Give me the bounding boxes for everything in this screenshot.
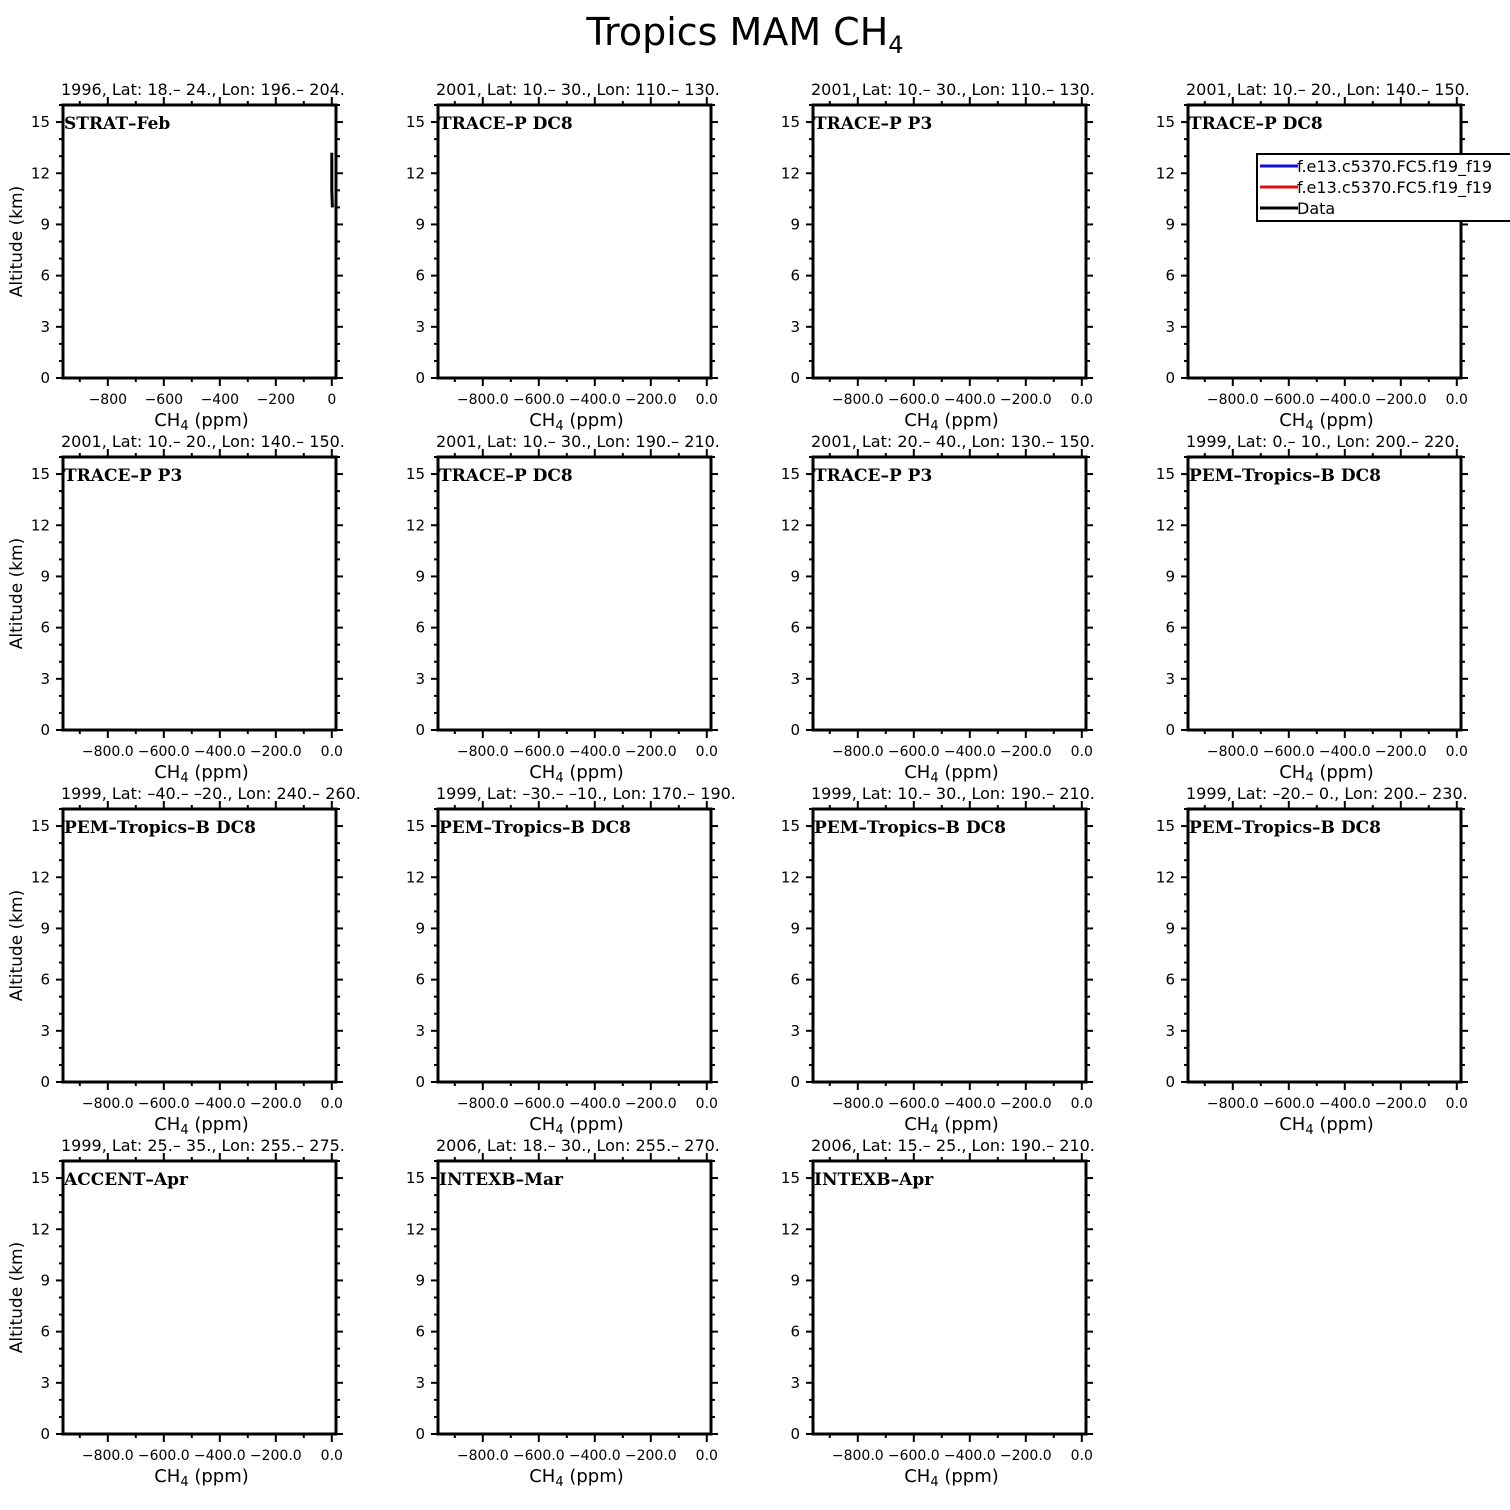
y-tick-label: 3	[1165, 317, 1175, 336]
campaign-label: TRACE–P P3	[814, 466, 933, 486]
panel-title: 2001, Lat: 10.– 20., Lon: 140.– 150.	[1186, 80, 1470, 99]
x-tick-label: 0.0	[1445, 1096, 1468, 1112]
x-tick-label: −800.0	[456, 744, 509, 760]
x-tick-label: 0.0	[695, 1096, 718, 1112]
panel-title: 1999, Lat: 10.– 30., Lon: 190.– 210.	[811, 784, 1095, 803]
y-tick-label: 15	[30, 113, 50, 132]
y-tick-label: 15	[405, 817, 425, 836]
x-tick-label: −800.0	[81, 744, 134, 760]
x-axis-label: $CH_4$ (ppm)	[154, 762, 249, 786]
y-tick-label: 12	[30, 164, 50, 183]
x-tick-label: −800.0	[831, 1096, 884, 1112]
y-tick-label: 6	[1165, 970, 1175, 989]
y-tick-label: 15	[405, 465, 425, 484]
campaign-label: PEM–Tropics–B DC8	[439, 818, 631, 838]
x-tick-label: −600.0	[137, 1448, 190, 1464]
x-tick-label: −600.0	[887, 392, 940, 408]
y-tick-label: 3	[790, 1021, 800, 1040]
y-tick-label: 3	[1165, 1021, 1175, 1040]
y-tick-label: 0	[1165, 369, 1175, 387]
x-tick-label: −400.0	[193, 1096, 246, 1112]
y-axis-label: Altitude (km)	[7, 1241, 27, 1354]
y-tick-label: 3	[415, 1373, 425, 1392]
x-tick-label: 0.0	[1070, 392, 1093, 408]
y-tick-label: 12	[30, 868, 50, 887]
y-tick-label: 3	[415, 317, 425, 336]
legend-label: Data	[1297, 199, 1336, 218]
y-tick-label: 9	[415, 567, 425, 586]
x-axis-label: $CH_4$ (ppm)	[529, 410, 624, 434]
y-tick-label: 15	[780, 113, 800, 132]
y-tick-label: 6	[40, 970, 50, 989]
x-tick-label: −600.0	[512, 392, 565, 408]
y-tick-label: 0	[790, 721, 800, 739]
y-tick-label: 3	[40, 669, 50, 688]
y-tick-label: 6	[415, 266, 425, 285]
x-tick-label: −600.0	[512, 744, 565, 760]
x-axis-label: $CH_4$ (ppm)	[154, 410, 249, 434]
y-tick-label: 12	[405, 164, 425, 183]
x-axis-label: $CH_4$ (ppm)	[904, 762, 999, 786]
y-tick-label: 9	[1165, 215, 1175, 234]
x-tick-label: 0.0	[695, 744, 718, 760]
campaign-label: TRACE–P P3	[814, 114, 933, 134]
panel-title: 2001, Lat: 10.– 30., Lon: 190.– 210.	[436, 432, 720, 451]
x-tick-label: −200.0	[999, 744, 1052, 760]
y-tick-label: 12	[1155, 516, 1175, 535]
y-tick-label: 3	[790, 1373, 800, 1392]
y-tick-label: 3	[790, 317, 800, 336]
panel-title: 2001, Lat: 10.– 30., Lon: 110.– 130.	[811, 80, 1095, 99]
x-tick-label: −400	[200, 392, 240, 408]
x-tick-label: −800.0	[81, 1096, 134, 1112]
y-tick-label: 6	[790, 266, 800, 285]
x-tick-label: −400.0	[943, 392, 996, 408]
x-tick-label: −600.0	[137, 1096, 190, 1112]
y-tick-label: 6	[1165, 266, 1175, 285]
x-tick-label: −800.0	[831, 744, 884, 760]
panel-title: 1999, Lat: –20.– 0., Lon: 200.– 230.	[1186, 784, 1468, 803]
panel-title: 1999, Lat: –40.– –20., Lon: 240.– 260.	[61, 784, 361, 803]
x-tick-label: −600.0	[512, 1096, 565, 1112]
y-tick-label: 6	[40, 618, 50, 637]
y-tick-label: 6	[415, 970, 425, 989]
y-tick-label: 0	[1165, 721, 1175, 739]
x-tick-label: −800.0	[456, 1448, 509, 1464]
legend-label: f.e13.c5370.FC5.f19_f19	[1297, 178, 1493, 197]
campaign-label: ACCENT–Apr	[64, 1170, 188, 1190]
y-tick-label: 0	[415, 369, 425, 387]
x-tick-label: −400.0	[568, 392, 621, 408]
y-tick-label: 0	[415, 1425, 425, 1443]
y-tick-label: 15	[780, 465, 800, 484]
y-tick-label: 15	[30, 465, 50, 484]
x-tick-label: 0.0	[320, 1448, 343, 1464]
x-tick-label: −400.0	[1318, 392, 1371, 408]
y-tick-label: 9	[790, 1271, 800, 1290]
y-tick-label: 0	[40, 369, 50, 387]
y-tick-label: 6	[415, 618, 425, 637]
x-tick-label: −600.0	[512, 1448, 565, 1464]
x-tick-label: −600.0	[137, 744, 190, 760]
x-tick-label: −200.0	[249, 1096, 302, 1112]
x-tick-label: −200.0	[1374, 392, 1427, 408]
y-tick-label: 3	[790, 669, 800, 688]
y-tick-label: 9	[1165, 919, 1175, 938]
x-tick-label: −200.0	[624, 1448, 677, 1464]
x-tick-label: −600.0	[1262, 392, 1315, 408]
x-tick-label: −200.0	[249, 1448, 302, 1464]
x-tick-label: −200	[256, 392, 296, 408]
panel-title: 1996, Lat: 18.– 24., Lon: 196.– 204.	[61, 80, 345, 99]
x-tick-label: −400.0	[943, 744, 996, 760]
y-tick-label: 0	[415, 721, 425, 739]
y-tick-label: 0	[40, 1425, 50, 1443]
legend-label: f.e13.c5370.FC5.f19_f19	[1297, 157, 1493, 176]
y-tick-label: 15	[780, 817, 800, 836]
legend	[1257, 154, 1510, 221]
y-tick-label: 0	[40, 721, 50, 739]
x-tick-label: −600.0	[1262, 744, 1315, 760]
x-tick-label: −200.0	[999, 392, 1052, 408]
y-tick-label: 12	[405, 868, 425, 887]
y-tick-label: 9	[790, 567, 800, 586]
y-tick-label: 9	[415, 215, 425, 234]
panel-title: 1999, Lat: 0.– 10., Lon: 200.– 220.	[1186, 432, 1460, 451]
y-tick-label: 9	[40, 215, 50, 234]
x-tick-label: −800.0	[1206, 744, 1259, 760]
y-tick-label: 3	[40, 1373, 50, 1392]
x-tick-label: −400.0	[193, 744, 246, 760]
y-tick-label: 6	[1165, 618, 1175, 637]
x-tick-label: 0.0	[1070, 744, 1093, 760]
panel-title: 2001, Lat: 10.– 20., Lon: 140.– 150.	[61, 432, 345, 451]
y-tick-label: 9	[790, 919, 800, 938]
y-tick-label: 12	[30, 1220, 50, 1239]
x-tick-label: −200.0	[624, 744, 677, 760]
y-tick-label: 9	[790, 215, 800, 234]
y-tick-label: 6	[40, 266, 50, 285]
campaign-label: INTEXB–Apr	[814, 1170, 934, 1190]
x-tick-label: −400.0	[568, 1448, 621, 1464]
x-tick-label: 0	[327, 392, 337, 408]
y-tick-label: 3	[40, 317, 50, 336]
x-tick-label: −200.0	[624, 1096, 677, 1112]
y-tick-label: 6	[790, 970, 800, 989]
x-axis-label: $CH_4$ (ppm)	[904, 410, 999, 434]
panel-title: 2001, Lat: 10.– 30., Lon: 110.– 130.	[436, 80, 720, 99]
x-tick-label: −400.0	[1318, 1096, 1371, 1112]
x-tick-label: −400.0	[568, 744, 621, 760]
x-axis-label: $CH_4$ (ppm)	[154, 1466, 249, 1490]
y-axis-label: Altitude (km)	[7, 889, 27, 1002]
x-tick-label: −600.0	[887, 1096, 940, 1112]
x-axis-label: $CH_4$ (ppm)	[1279, 1114, 1374, 1138]
x-tick-label: −400.0	[193, 1448, 246, 1464]
y-tick-label: 12	[780, 516, 800, 535]
x-tick-label: 0.0	[1070, 1096, 1093, 1112]
x-tick-label: 0.0	[1070, 1448, 1093, 1464]
x-tick-label: −400.0	[943, 1448, 996, 1464]
x-axis-label: $CH_4$ (ppm)	[904, 1114, 999, 1138]
y-tick-label: 12	[405, 516, 425, 535]
x-tick-label: −800.0	[1206, 1096, 1259, 1112]
x-tick-label: −200.0	[1374, 1096, 1427, 1112]
campaign-label: TRACE–P DC8	[439, 466, 573, 486]
x-tick-label: 0.0	[320, 1096, 343, 1112]
campaign-label: STRAT–Feb	[64, 114, 171, 134]
y-tick-label: 0	[790, 1425, 800, 1443]
x-tick-label: −800.0	[456, 392, 509, 408]
panel-title: 2006, Lat: 15.– 25., Lon: 190.– 210.	[811, 1136, 1095, 1155]
x-tick-label: −800.0	[81, 1448, 134, 1464]
x-axis-label: $CH_4$ (ppm)	[529, 1114, 624, 1138]
x-axis-label: $CH_4$ (ppm)	[1279, 762, 1374, 786]
y-tick-label: 9	[1165, 567, 1175, 586]
figure-title-main: Tropics MAM CH	[586, 10, 889, 54]
y-tick-label: 9	[40, 919, 50, 938]
x-axis-label: $CH_4$ (ppm)	[529, 1466, 624, 1490]
x-tick-label: −400.0	[1318, 744, 1371, 760]
panel-title: 2006, Lat: 18.– 30., Lon: 255.– 270.	[436, 1136, 720, 1155]
y-tick-label: 3	[1165, 669, 1175, 688]
x-tick-label: −600.0	[887, 744, 940, 760]
x-axis-label: $CH_4$ (ppm)	[529, 762, 624, 786]
x-tick-label: 0.0	[320, 744, 343, 760]
y-tick-label: 12	[780, 868, 800, 887]
x-tick-label: −200.0	[249, 744, 302, 760]
y-tick-label: 3	[415, 1021, 425, 1040]
x-tick-label: −800	[88, 392, 128, 408]
y-tick-label: 9	[415, 1271, 425, 1290]
x-axis-label: $CH_4$ (ppm)	[1279, 410, 1374, 434]
y-tick-label: 12	[1155, 164, 1175, 183]
figure-title-subscript: 4	[888, 31, 904, 59]
y-axis-label: Altitude (km)	[7, 537, 27, 650]
panel-title: 1999, Lat: –30.– –10., Lon: 170.– 190.	[436, 784, 736, 803]
panel-title: 2001, Lat: 20.– 40., Lon: 130.– 150.	[811, 432, 1095, 451]
x-tick-label: −800.0	[456, 1096, 509, 1112]
y-tick-label: 3	[40, 1021, 50, 1040]
y-tick-label: 15	[780, 1169, 800, 1188]
x-tick-label: −600.0	[887, 1448, 940, 1464]
y-tick-label: 12	[405, 1220, 425, 1239]
campaign-label: TRACE–P P3	[64, 466, 183, 486]
campaign-label: PEM–Tropics–B DC8	[1189, 818, 1381, 838]
x-axis-label: $CH_4$ (ppm)	[154, 1114, 249, 1138]
x-tick-label: −800.0	[831, 392, 884, 408]
x-tick-label: 0.0	[1445, 392, 1468, 408]
x-tick-label: 0.0	[695, 392, 718, 408]
y-tick-label: 6	[790, 1322, 800, 1341]
y-tick-label: 0	[1165, 1073, 1175, 1091]
series-line-data	[332, 153, 333, 208]
y-tick-label: 0	[40, 1073, 50, 1091]
campaign-label: PEM–Tropics–B DC8	[64, 818, 256, 838]
x-tick-label: −400.0	[568, 1096, 621, 1112]
y-tick-label: 3	[415, 669, 425, 688]
y-tick-label: 12	[780, 1220, 800, 1239]
x-tick-label: −800.0	[831, 1448, 884, 1464]
x-tick-label: −200.0	[999, 1096, 1052, 1112]
y-axis-label: Altitude (km)	[7, 185, 27, 298]
x-tick-label: −600.0	[1262, 1096, 1315, 1112]
x-axis-label: $CH_4$ (ppm)	[904, 1466, 999, 1490]
figure-title	[585, 10, 903, 59]
x-tick-label: −600	[144, 392, 184, 408]
campaign-label: PEM–Tropics–B DC8	[814, 818, 1006, 838]
y-tick-label: 9	[40, 567, 50, 586]
y-tick-label: 12	[30, 516, 50, 535]
panel-title: 1999, Lat: 25.– 35., Lon: 255.– 275.	[61, 1136, 345, 1155]
y-tick-label: 0	[790, 1073, 800, 1091]
x-tick-label: 0.0	[1445, 744, 1468, 760]
x-tick-label: −800.0	[1206, 392, 1259, 408]
campaign-label: INTEXB–Mar	[439, 1170, 563, 1190]
campaign-label: TRACE–P DC8	[1189, 114, 1323, 134]
x-tick-label: −200.0	[624, 392, 677, 408]
y-tick-label: 15	[405, 113, 425, 132]
y-tick-label: 15	[30, 817, 50, 836]
campaign-label: TRACE–P DC8	[439, 114, 573, 134]
campaign-label: PEM–Tropics–B DC8	[1189, 466, 1381, 486]
y-tick-label: 15	[405, 1169, 425, 1188]
y-tick-label: 0	[790, 369, 800, 387]
x-tick-label: −200.0	[1374, 744, 1427, 760]
x-tick-label: −200.0	[999, 1448, 1052, 1464]
y-tick-label: 12	[780, 164, 800, 183]
y-tick-label: 6	[415, 1322, 425, 1341]
y-tick-label: 15	[1155, 113, 1175, 132]
x-tick-label: 0.0	[695, 1448, 718, 1464]
y-tick-label: 9	[415, 919, 425, 938]
y-tick-label: 0	[415, 1073, 425, 1091]
y-tick-label: 12	[1155, 868, 1175, 887]
y-tick-label: 15	[1155, 817, 1175, 836]
y-tick-label: 6	[790, 618, 800, 637]
y-tick-label: 15	[1155, 465, 1175, 484]
x-tick-label: −400.0	[943, 1096, 996, 1112]
y-tick-label: 9	[40, 1271, 50, 1290]
y-tick-label: 6	[40, 1322, 50, 1341]
y-tick-label: 15	[30, 1169, 50, 1188]
